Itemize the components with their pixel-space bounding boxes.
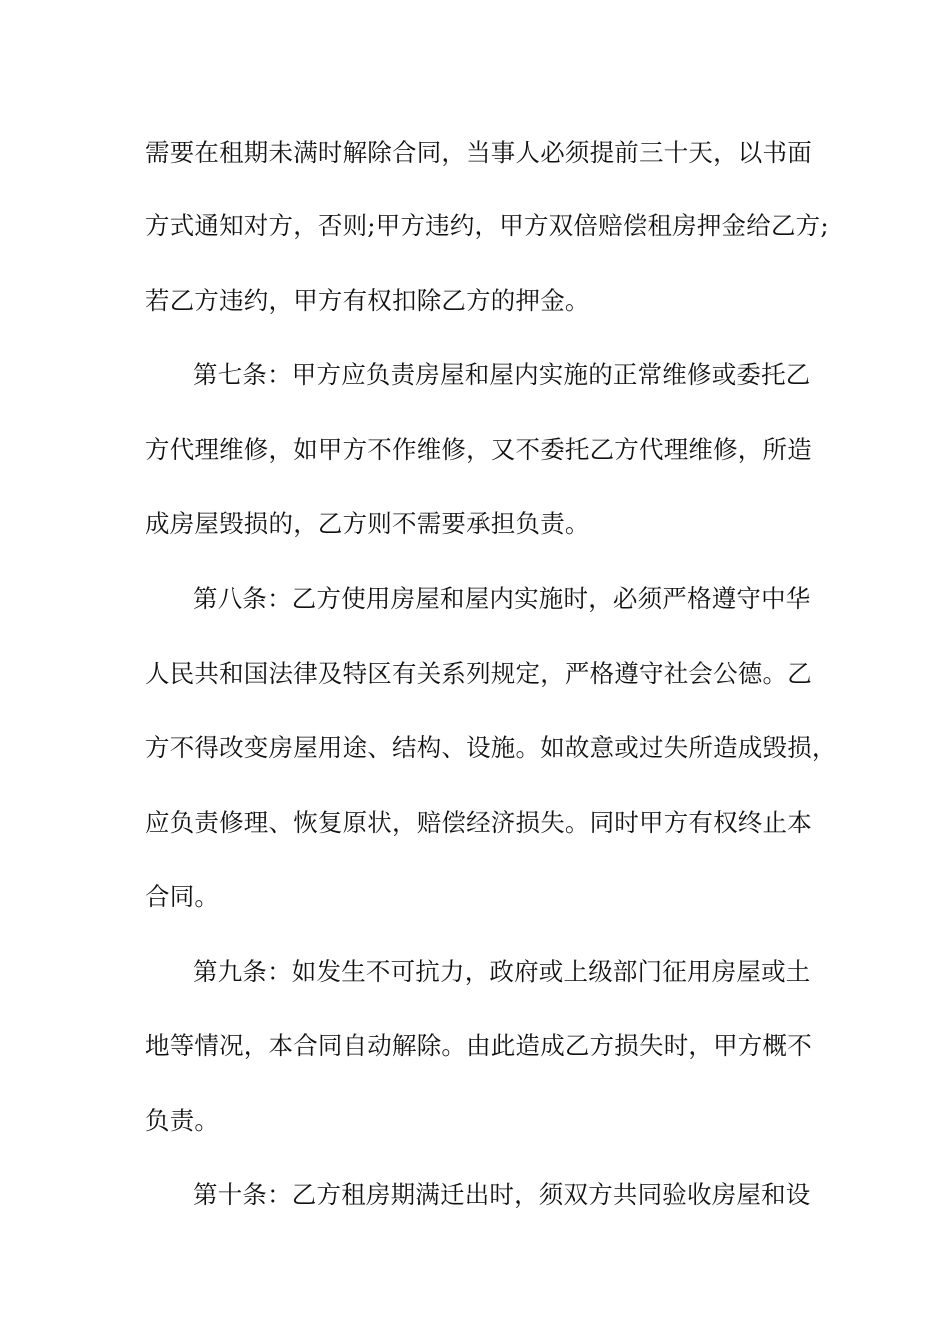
text-line-13: 地等情况，本合同自动解除。由此造成乙方损失时，甲方概不 <box>145 1031 812 1060</box>
text-line-1: 需要在租期未满时解除合同，当事人必须提前三十天，以书面 <box>145 138 812 167</box>
article-7-heading-line: 第七条：甲方应负责房屋和屋内实施的正常维修或委托乙 <box>193 360 811 389</box>
text-line-10: 应负责修理、恢复原状，赔偿经济损失。同时甲方有权终止本 <box>145 808 812 837</box>
text-line-2: 方式通知对方，否则;甲方违约，甲方双倍赔偿租房押金给乙方; <box>145 211 829 240</box>
text-line-5: 方代理维修，如甲方不作维修，又不委托乙方代理维修，所造 <box>145 435 812 464</box>
text-line-6: 成房屋毁损的，乙方则不需要承担负责。 <box>145 509 590 538</box>
text-line-9: 方不得改变房屋用途、结构、设施。如故意或过失所造成毁损， <box>145 733 837 762</box>
article-9-heading-line: 第九条：如发生不可抗力，政府或上级部门征用房屋或土 <box>193 957 811 986</box>
text-line-3: 若乙方违约，甲方有权扣除乙方的押金。 <box>145 286 590 315</box>
text-line-8: 人民共和国法律及特区有关系列规定，严格遵守社会公德。乙 <box>145 659 812 688</box>
text-line-14: 负责。 <box>145 1106 220 1135</box>
article-10-heading-line: 第十条：乙方租房期满迁出时，须双方共同验收房屋和设 <box>193 1180 811 1209</box>
article-8-heading-line: 第八条：乙方使用房屋和屋内实施时，必须严格遵守中华 <box>193 584 811 613</box>
text-line-11: 合同。 <box>145 882 220 911</box>
